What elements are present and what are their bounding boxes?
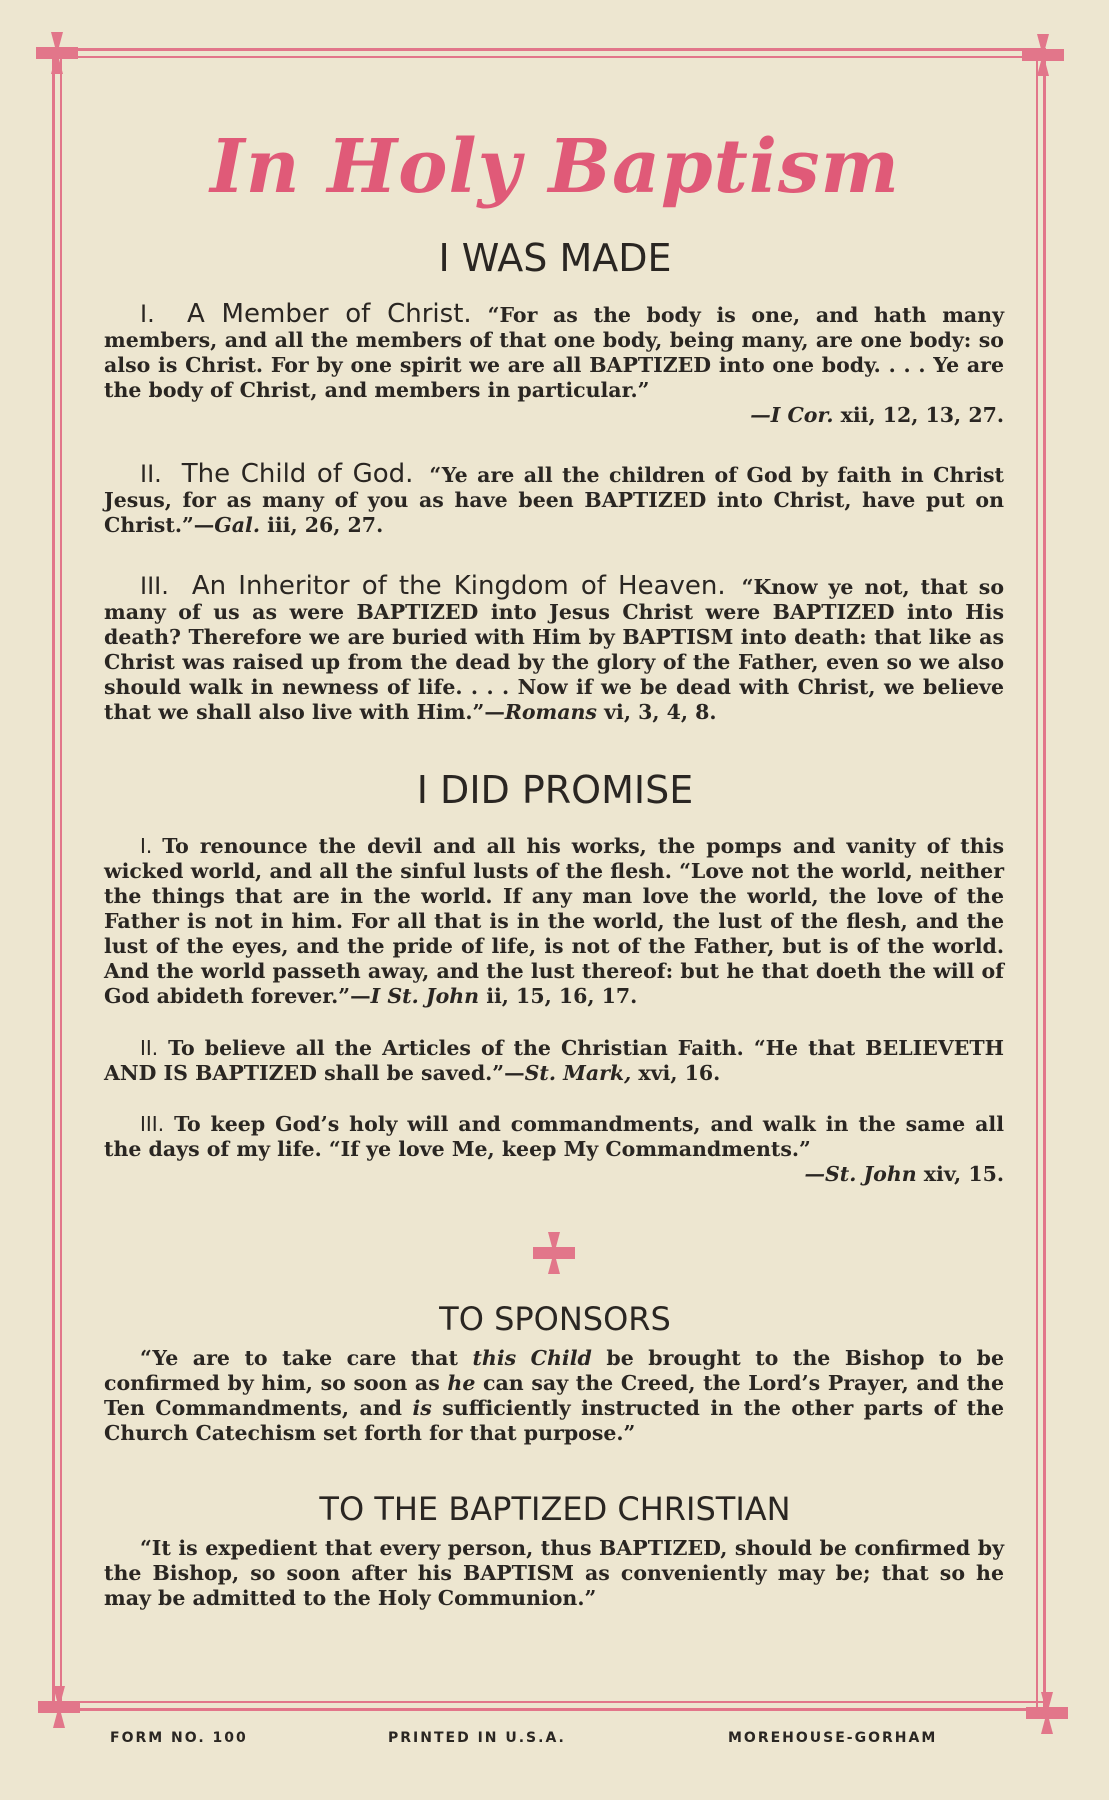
- frame-line: [1036, 48, 1038, 1711]
- section-heading-made: I WAS MADE: [438, 236, 672, 280]
- scripture-ref-book: I St. John: [370, 984, 480, 1008]
- section-heading-sponsors: TO SPONSORS: [439, 1300, 671, 1338]
- promise-item-3: [104, 1112, 1004, 1187]
- cross-pattee-icon: [36, 1684, 82, 1730]
- item-number: III.: [140, 1112, 165, 1136]
- made-item-2: [104, 459, 1004, 538]
- item-number: I.: [140, 834, 153, 858]
- made-item-1: [104, 299, 1004, 428]
- item-text: To renounce the devil and all his works, the pomps and vanity of this wicked world, and all the sinful lusts of the flesh. “Love not the world, neither the things that are in the world. If any man love the world, the love of the Father is not in him. For all that is in the world, the lust of the flesh, and the lust of the eyes, and the pride of life, is not of the Father, but is of the world. And the world passeth away, and the lust thereof: but he that doeth the will of God abideth forever.”—: [104, 834, 1004, 1008]
- sponsors-text: “Ye are to take care that this Child be brought to the Bishop to be confirmed by him, so soon as he can say the Creed, the Lord’s Prayer, and the Ten Commandments, and is sufficiently instructed in the other parts of the Church Catechism set forth for that purpose.”: [104, 1346, 1004, 1445]
- item-lead: A Member of Christ.: [187, 299, 472, 329]
- frame-line: [52, 48, 1046, 51]
- cross-pattee-icon: [1020, 32, 1066, 78]
- item-text: “For as the body is one, and hath many members, and all the members of that one body, being many, are one body: so also is Christ. For by one spirit we are all BAPTIZED into one body. . . . Ye are the body of Christ, and members in particular.”: [104, 303, 1004, 402]
- item-number: I.: [140, 300, 155, 328]
- item-lead: An Inheritor of the Kingdom of Heaven.: [191, 571, 726, 601]
- cross-pattee-icon: [531, 1230, 577, 1276]
- item-text: To believe all the Articles of the Christian Faith. “He that BELIEVETH AND IS BAPTIZED shall be saved.”—: [104, 1036, 1004, 1085]
- item-text: To keep God’s holy will and commandments, and walk in the same all the days of my life. “If ye love Me, keep My Commandments.”: [104, 1112, 1004, 1161]
- scripture-ref-book: Romans: [504, 700, 597, 724]
- scripture-ref: iii, 26, 27.: [259, 513, 384, 537]
- section-heading-promise: I DID PROMISE: [416, 768, 694, 812]
- frame-line: [52, 1701, 1046, 1703]
- scripture-ref-book: St. Mark,: [524, 1061, 632, 1085]
- promise-item-2: [104, 1036, 1004, 1086]
- made-item-3: [104, 571, 1004, 725]
- item-number: II.: [140, 1036, 159, 1060]
- item-lead: The Child of God.: [181, 459, 414, 489]
- item-number: II.: [140, 460, 162, 488]
- item-text: “Know ye not, that so many of us as were BAPTIZED into Jesus Christ were BAPTIZED into His death? Therefore we are buried with Him by BAPTISM into death: that like as Christ was raised up from the dead by the glory of the Father, even so we also should walk in newness of life. . . . Now if we be dead with Christ, we believe that we shall also live with Him.”—: [104, 575, 1004, 724]
- publisher: MOREHOUSE-GORHAM: [728, 1730, 938, 1746]
- cross-pattee-icon: [34, 30, 80, 76]
- frame-line: [52, 1708, 1046, 1711]
- cross-pattee-icon: [1024, 1690, 1070, 1736]
- frame-line: [60, 48, 62, 1711]
- page-title: In Holy Baptism: [210, 124, 900, 210]
- scripture-ref: vi, 3, 4, 8.: [596, 700, 717, 724]
- printed-in: PRINTED IN U.S.A.: [388, 1730, 566, 1746]
- baptized-text: “It is expedient that every person, thus BAPTIZED, should be confirmed by the Bishop, so soon after his BAPTISM as conveniently may be; that so he may be admitted to the Holy Communion.”: [104, 1536, 1004, 1610]
- form-number: FORM NO. 100: [110, 1730, 248, 1746]
- scripture-ref-book: Gal.: [214, 513, 260, 537]
- section-heading-baptized: TO THE BAPTIZED CHRISTIAN: [319, 1490, 791, 1528]
- frame-line: [52, 56, 1046, 58]
- item-number: III.: [140, 572, 169, 600]
- scripture-ref: ii, 15, 16, 17.: [479, 984, 638, 1008]
- item-text: “Ye are all the children of God by faith in Christ Jesus, for as many of you as have been BAPTIZED into Christ, have put on Christ.”—: [104, 463, 1004, 537]
- frame-line: [52, 48, 55, 1711]
- frame-line: [1043, 48, 1046, 1711]
- promise-item-1: [104, 834, 1004, 1009]
- scripture-ref: —I Cor. xii, 12, 13, 27.: [750, 403, 1004, 427]
- scripture-ref: —St. John xiv, 15.: [804, 1162, 1004, 1186]
- scripture-ref: xvi, 16.: [631, 1061, 721, 1085]
